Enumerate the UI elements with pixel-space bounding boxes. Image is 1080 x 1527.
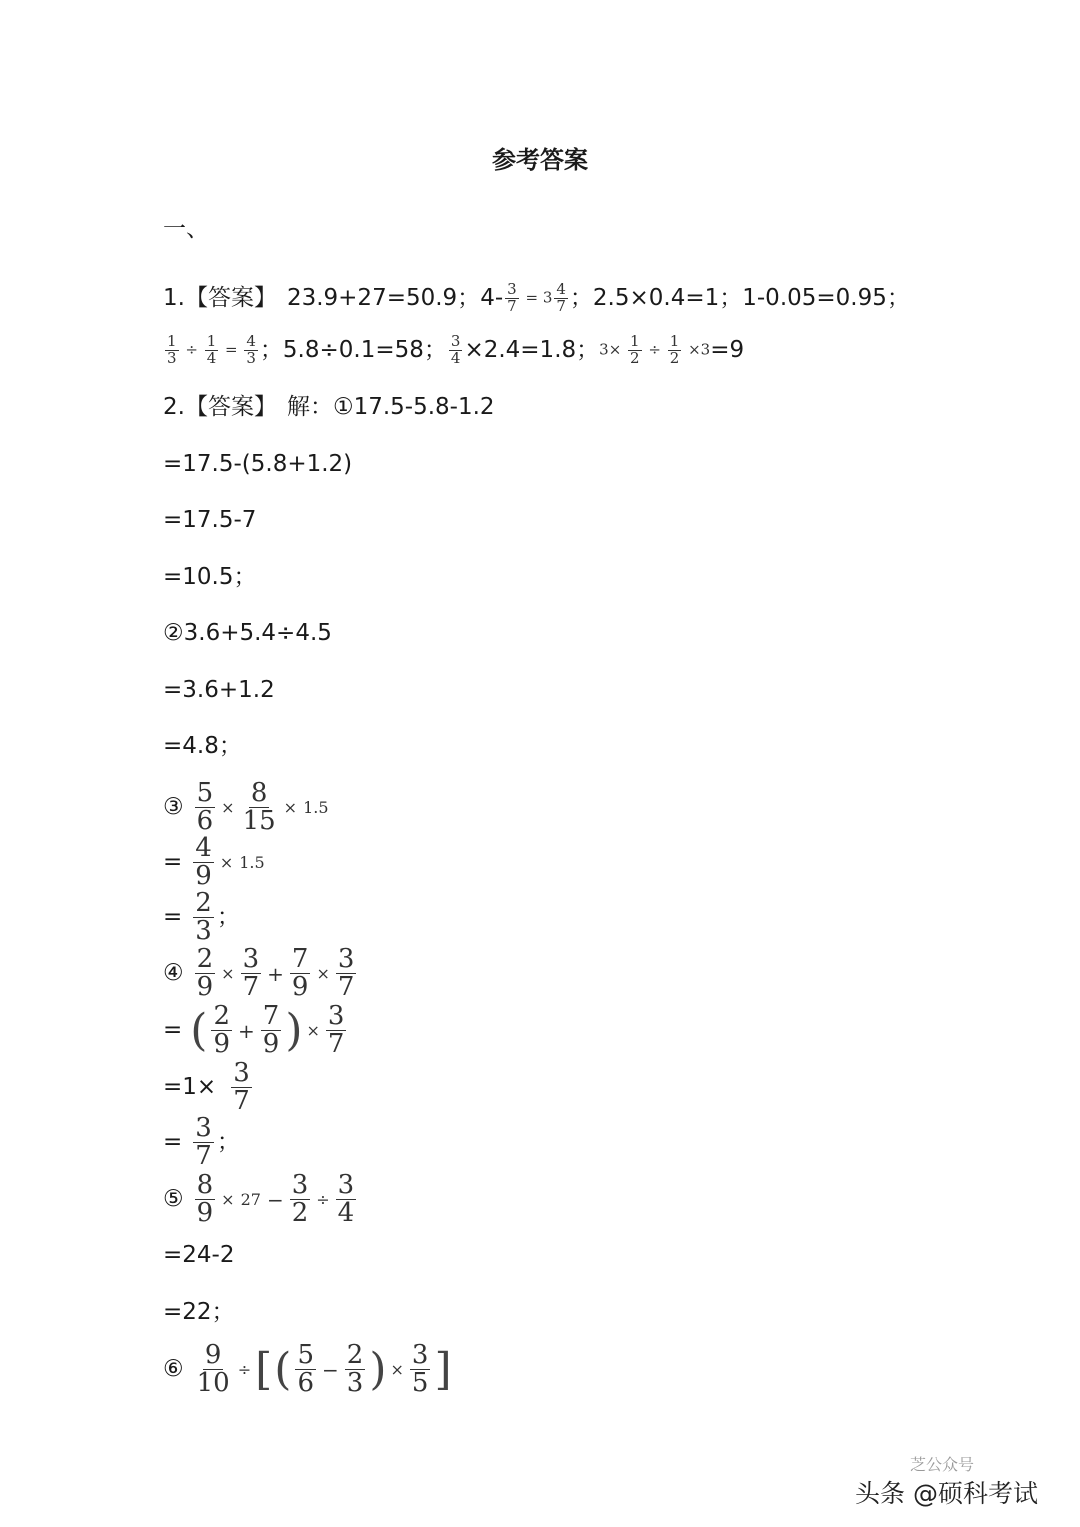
q2-step: = ( $\frac{2}{9}$ + $\frac{7}{9}$ ) × $\frac{3}{7}$ <box>163 1001 345 1060</box>
fraction: $\frac{8}{15}$ <box>242 778 276 837</box>
q2-step: =10.5； <box>163 564 257 590</box>
page-title: 参考答案 <box>492 146 588 174</box>
fraction: $\frac{3}{7}$ <box>327 1001 345 1060</box>
fraction-3-4: $\frac{3}{4}$ <box>450 332 461 367</box>
fraction: $\frac{9}{10}$ <box>196 1340 230 1399</box>
q2-step: =17.5-7 <box>163 507 257 533</box>
fraction: $\frac{3}{4}$ <box>337 1170 355 1229</box>
q1-answer-7: ×2.4=1.8； <box>464 336 600 363</box>
fraction: $\frac{7}{9}$ <box>291 944 309 1003</box>
q1-answer-2-prefix: 4- <box>480 284 504 311</box>
fraction: $\frac{1}{2}$ <box>630 332 640 367</box>
fraction: $\frac{5}{6}$ <box>297 1340 315 1399</box>
q1-answer-6: 5.8÷0.1=58； <box>282 336 447 363</box>
q1-line-1: 1.【答案】 23.9+27=50.9； 4- $\frac{3}{7}$ = 3 $\frac{4}{7}$ ； 2.5×0.4=1； 1-0.05=0.95； <box>163 280 910 315</box>
q2-step: =3.6+1.2 <box>163 677 275 703</box>
fraction: $\frac{1}{4}$ <box>206 332 217 367</box>
fraction: $\frac{4}{7}$ <box>556 280 566 315</box>
q1-line-2: $\frac{1}{3}$ ÷ $\frac{1}{4}$ = $\frac{4}{3}$ ； 5.8÷0.1=58； $\frac{3}{4}$ ×2.4=1.8； 3× $\frac{1}{2}$ ÷ $\frac{1}{2}$ ×3 =9 <box>163 334 744 367</box>
fraction: $\frac{4}{9}$ <box>195 833 212 892</box>
q2-label: 2.【答案】 <box>163 394 277 420</box>
q2-problem-5: ⑤ $\frac{8}{9}$ × 27 − $\frac{3}{2}$ ÷ $\frac{3}{4}$ <box>163 1170 355 1229</box>
q1-label: 1.【答案】 <box>163 284 277 311</box>
q2-step: = $\frac{2}{3}$ ； <box>163 888 240 947</box>
fraction: $\frac{5}{6}$ <box>196 778 214 837</box>
fraction: $\frac{3}{7}$ <box>233 1058 250 1117</box>
fraction: $\frac{1}{3}$ <box>167 332 177 367</box>
fraction: $\frac{8}{9}$ <box>196 1170 214 1229</box>
fraction: $\frac{7}{9}$ <box>262 1001 280 1060</box>
fraction: $\frac{3}{7}$ <box>507 280 517 315</box>
q2-problem-6: ⑥ $\frac{9}{10}$ ÷ [ ( $\frac{5}{6}$ − $\frac{2}{3}$ ) × $\frac{3}{5}$ ] <box>163 1340 452 1399</box>
fraction: $\frac{3}{7}$ <box>337 944 355 1003</box>
q2-problem-4: ④ $\frac{2}{9}$ × $\frac{3}{7}$ + $\frac{7}{9}$ × $\frac{3}{7}$ <box>163 944 355 1003</box>
q2-step: = $\frac{4}{9}$ × 1.5 <box>163 833 265 892</box>
fraction: $\frac{3}{7}$ <box>242 944 260 1003</box>
section-heading: 一、 <box>163 216 209 242</box>
q2-problem-2: ②3.6+5.4÷4.5 <box>163 620 332 646</box>
fraction: $\frac{2}{9}$ <box>196 944 214 1003</box>
q2-step: =17.5-(5.8+1.2) <box>163 451 353 477</box>
q2-solve: 解：①17.5-5.8-1.2 <box>286 394 495 420</box>
watermark: 头条 @硕科考试 <box>855 1479 1038 1508</box>
q1-answer-3: 2.5×0.4=1； <box>592 284 743 311</box>
q2-step: = $\frac{3}{7}$ ； <box>163 1113 240 1172</box>
q2-step: =4.8； <box>163 733 242 759</box>
fraction: $\frac{2}{9}$ <box>213 1001 230 1060</box>
fraction: $\frac{2}{3}$ <box>346 1340 364 1399</box>
q1-answer-1: 23.9+27=50.9； <box>286 284 481 311</box>
q2-line-1 <box>163 396 495 419</box>
q1-answer-8-math: 3× $\frac{1}{2}$ ÷ $\frac{1}{2}$ ×3 <box>599 332 711 367</box>
q2-step: =22； <box>163 1299 235 1325</box>
q1-answer-5-math: $\frac{1}{3}$ ÷ $\frac{1}{4}$ = $\frac{4}{3}$ <box>167 332 256 367</box>
fraction: $\frac{3}{5}$ <box>411 1340 429 1399</box>
fraction: $\frac{4}{3}$ <box>246 332 256 367</box>
fraction: $\frac{3}{2}$ <box>291 1170 309 1229</box>
q1-answer-4: 1-0.05=0.95； <box>742 284 910 311</box>
fraction: $\frac{2}{3}$ <box>195 888 212 947</box>
q1-answer-2-math: $\frac{3}{7}$ = 3 $\frac{4}{7}$ <box>507 280 566 315</box>
fraction: $\frac{1}{2}$ <box>669 332 680 367</box>
q2-problem-3: ③ $\frac{5}{6}$ × $\frac{8}{15}$ × 1.5 <box>163 778 329 837</box>
q2-step: =24-2 <box>163 1242 235 1268</box>
fraction: $\frac{3}{7}$ <box>195 1113 212 1172</box>
watermark-sub: 芝公众号 <box>910 1455 975 1474</box>
q2-step: =1× $\frac{3}{7}$ <box>163 1058 250 1117</box>
